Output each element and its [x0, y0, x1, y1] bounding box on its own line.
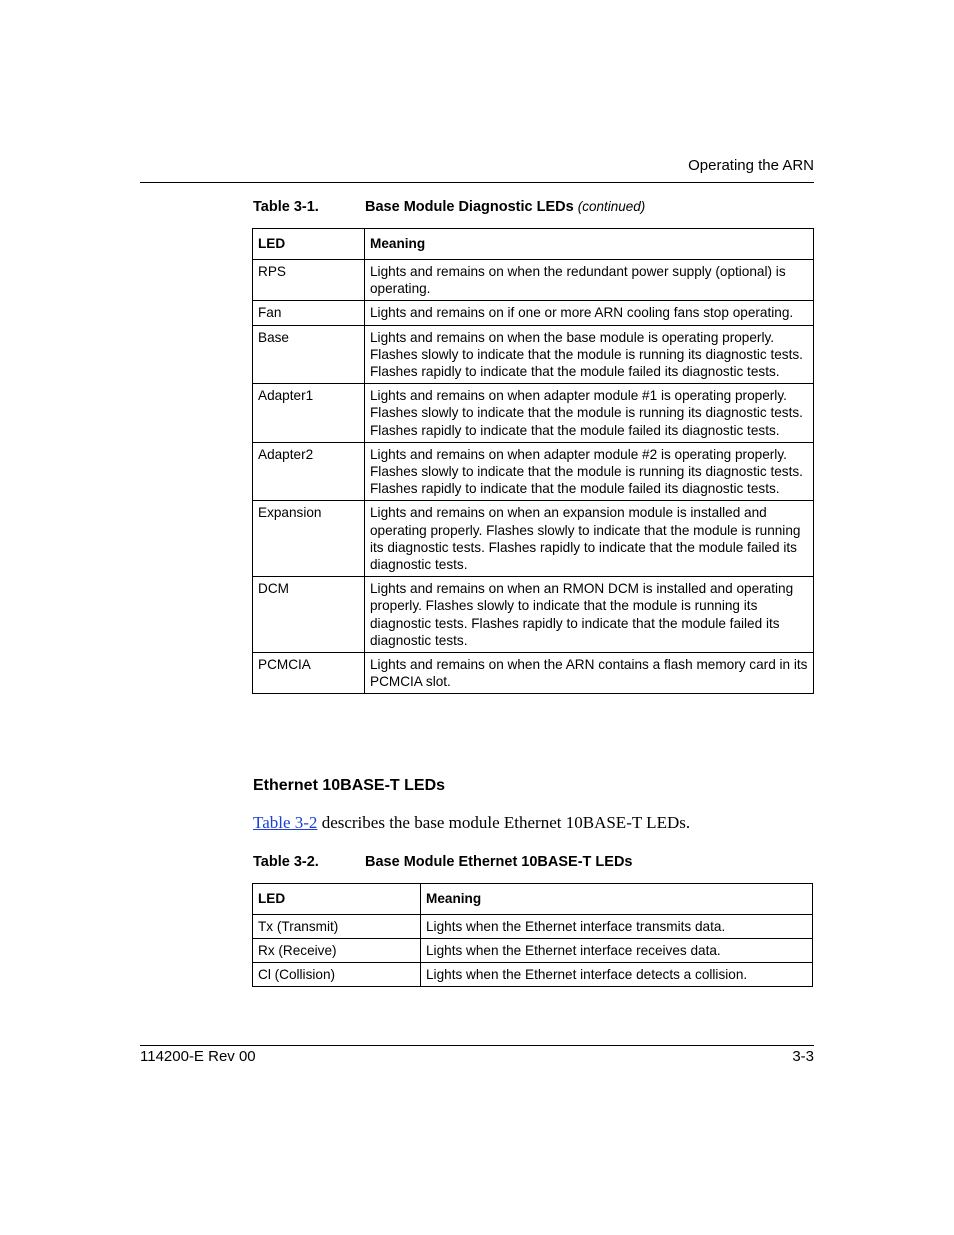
meaning-cell: Lights and remains on when adapter module #1 is operating properly. Flashes slowly to indicate that the module is running its diagnostic tests. Flashes rapidly to indicate that the module failed its diagnostic tests. [365, 384, 814, 443]
table-row [253, 963, 813, 987]
led-cell: PCMCIA [253, 653, 365, 694]
table-3-2-link[interactable]: Table 3-2 [253, 813, 318, 832]
table-row [253, 939, 813, 963]
table1-caption-title: Base Module Diagnostic LEDs [365, 199, 574, 215]
table-row [253, 501, 814, 577]
led-cell: Tx (Transmit) [253, 915, 421, 939]
led-cell: DCM [253, 577, 365, 653]
footer-page-number: 3-3 [792, 1048, 814, 1065]
meaning-cell: Lights and remains on when an RMON DCM is installed and operating properly. Flashes slowly to indicate that the module is running its diagnostic tests. Flashes rapidly to indicate that the module failed its diagnostic tests. [365, 577, 814, 653]
table2-caption-number: Table 3-2. [253, 854, 319, 870]
led-cell: Cl (Collision) [253, 963, 421, 987]
table1-caption [253, 199, 645, 215]
table1-header-led: LED [253, 229, 365, 260]
meaning-cell: Lights and remains on when the ARN contains a flash memory card in its PCMCIA slot. [365, 653, 814, 694]
meaning-cell: Lights when the Ethernet interface detects a collision. [421, 963, 813, 987]
led-cell: RPS [253, 260, 365, 301]
table2-header-meaning: Meaning [421, 884, 813, 915]
meaning-cell: Lights when the Ethernet interface transmits data. [421, 915, 813, 939]
led-cell: Fan [253, 301, 365, 325]
table1-diagnostic-leds [252, 228, 814, 694]
table2-ethernet-leds [252, 883, 813, 987]
table2-header-led: LED [253, 884, 421, 915]
table2-caption-title: Base Module Ethernet 10BASE-T LEDs [365, 854, 633, 870]
section-body-paragraph [253, 813, 690, 833]
led-cell: Adapter1 [253, 384, 365, 443]
header-rule [140, 182, 814, 183]
table1-caption-number: Table 3-1. [253, 199, 319, 215]
running-head: Operating the ARN [688, 157, 814, 174]
table-row [253, 325, 814, 384]
led-cell: Expansion [253, 501, 365, 577]
meaning-cell: Lights and remains on when the redundant power supply (optional) is operating. [365, 260, 814, 301]
table1-header-meaning: Meaning [365, 229, 814, 260]
meaning-cell: Lights and remains on when an expansion module is installed and operating properly. Flashes slowly to indicate that the module is running its diagnostic tests. Flashes rapidly to indicate that the module failed its diagnostic tests. [365, 501, 814, 577]
led-cell: Rx (Receive) [253, 939, 421, 963]
table1-caption-note: (continued) [577, 199, 646, 214]
led-cell: Base [253, 325, 365, 384]
table-row [253, 384, 814, 443]
table-row [253, 301, 814, 325]
table-row [253, 915, 813, 939]
table2-caption [253, 854, 633, 870]
table-row [253, 260, 814, 301]
table-row [253, 442, 814, 501]
led-cell: Adapter2 [253, 442, 365, 501]
table-row [253, 653, 814, 694]
meaning-cell: Lights when the Ethernet interface receives data. [421, 939, 813, 963]
table-row [253, 577, 814, 653]
section-heading: Ethernet 10BASE-T LEDs [253, 777, 446, 794]
meaning-cell: Lights and remains on if one or more ARN cooling fans stop operating. [365, 301, 814, 325]
meaning-cell: Lights and remains on when the base module is operating properly. Flashes slowly to indicate that the module is running its diagnostic tests. Flashes rapidly to indicate that the module failed its diagnostic tests. [365, 325, 814, 384]
meaning-cell: Lights and remains on when adapter module #2 is operating properly. Flashes slowly to indicate that the module is running its diagnostic tests. Flashes rapidly to indicate that the module failed its diagnostic tests. [365, 442, 814, 501]
section-body-text: describes the base module Ethernet 10BASE-T LEDs. [317, 813, 691, 832]
footer-doc-number: 114200-E Rev 00 [140, 1048, 256, 1065]
table2-header-row [253, 884, 813, 915]
table1-header-row [253, 229, 814, 260]
footer-rule [140, 1045, 814, 1046]
